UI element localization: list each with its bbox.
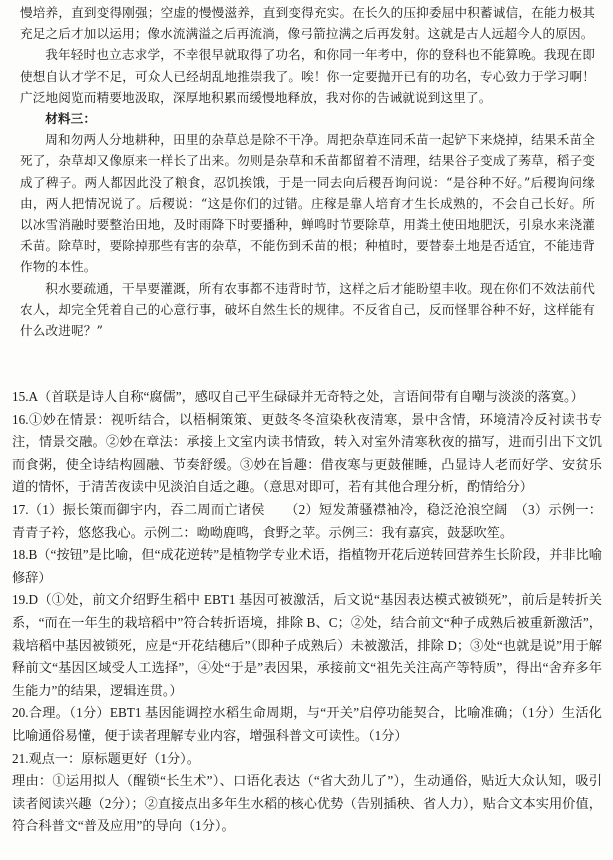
passage-paragraph: 周和勿两人分地耕种，田里的杂草总是除不干净。周把杂草连同禾苗一起铲下来烧掉，结果禾苗全死了，杂草却又像原来一样长了出来。勿则是杂草和禾苗都留着不清理，结果谷子变成了莠草，稻子变成了稗子。两人都因此没了粮食，忍饥挨饿，于是一同去向后稷吾询问说：“是谷种不好。”后稷询问缘由，两人把情况说了。后稷说：“这是你们的过错。庄稼是靠人培育才生长成熟的，不会自己长好。所以冰雪消融时要整治田地，及时雨降下时要播种，蝉鸣时节要除草，用粪土使田地肥沃，引泉水来浇灌禾苗。除草时，要除掉那些有害的杂草，不能伤到禾苗的根；种植时，要替泰土地是否适宜，不能违背作物的本性。	[20, 132, 595, 275]
answer-item-20: 20.合理。（1分）EBT1 基因能调控水稻生命周期，与“开关”启停功能契合，比喻准确；（1分）生活化比喻通俗易懂，便于读者理解专业内容，增强科普文可读性。（1分）	[12, 705, 602, 743]
answer-item-21-reason: 理由：①运用拟人（醒锁“长生术”）、口语化表达（“省大劲儿了”），生动通俗，贴近大众认知，吸引读者阅读兴趣（2分）；②直接点出多年生水稻的核心优势（告别插秧、省人力），贴合文本实用价值，符合科普文“普及应用”的导向（1分）。	[12, 773, 602, 834]
answer-item-21-viewpoint: 21.观点一：原标题更好（1分）。	[12, 750, 200, 766]
answer-item-18: 18.B（“按钮”是比喻，但“成花逆转”是植物学专业术语，指植物开花后逆转回营养生长阶段，并非比喻修辞）	[12, 547, 602, 585]
answer-item-19: 19.D（①处，前文介绍野生稻中 EBT1 基因可被激活，后文说“基因表达模式被锁死”，前后是转折关系，“而在一年生的栽培稻中”符合转折语境，排除 B、C；②处，结合前文“种子成熟后被重新激活”，栽培稻中基因被锁死，应是“开花结穗后”（即种子成熟后）未被激活，排除 D；③处“也就是说”用于解释前文“基因区域受人工选择”，④处“于是”表因果，承接前文“祖先关注高产等特质”，得出“舍弃多年生能力”的结果，逻辑连贯。）	[12, 592, 602, 698]
classical-text-translation	[20, 2, 595, 341]
passage-paragraph: 我年轻时也立志求学，不幸很早就取得了功名，和你同一年考中，你的登科也不能算晚。我现在即使想自认才学不足，可众人已经胡乱地推崇我了。唉！你一定要抛开已有的功名，专心致力于学习啊！广泛地阅览而精要地汲取，深厚地积累而缓慢地释放，我对你的告诫就说到这里了。	[20, 47, 595, 105]
section-heading: 材料三：	[45, 111, 97, 127]
passage-paragraph: 慢培养，直到变得刚强；空虚的慢慢滋养，直到变得充实。在长久的压抑委屈中积蓄诚信，在能力极其充足之后才加以运用；像水流满溢之后再流淌，像弓箭拉满之后再发射。这就是古人远超今人的原因。	[20, 5, 595, 42]
answer-item-15: 15.A（首联是诗人自称“腐儒”，感叹自己平生碌碌并无奇特之处，言语间带有自嘲与淡淡的落寞。）	[12, 389, 584, 404]
answer-item-17: 17.（1）振长策而御宇内，吞二周而亡诸侯 （2）短发萧骚襟袖冷，稳泛沧浪空阔 （3）示例一：青青子衿，悠悠我心。示例二：呦呦鹿鸣，食野之苹。示例三：我有嘉宾，鼓瑟吹笙。	[12, 501, 602, 540]
answer-key	[12, 386, 602, 838]
answer-item-16: 16.①妙在情景：视听结合，以梧桐策策、更鼓冬冬渲染秋夜清寒，景中含情，环境清冷反衬读书专注，情景交融。②妙在章法：承接上文室内读书情致，转入对室外清寒秋夜的描写，进而引出下文饥而食粥，使全诗结构圆融、节奏舒缓。③妙在旨趣：借夜寒与更鼓催睡，凸显诗人老而好学、安贫乐道的情怀，于清苦夜读中见淡泊自适之趣。（意思对即可，若有其他合理分析，酌情给分）	[12, 411, 602, 495]
passage-paragraph: 积水要疏通，干旱要灌溉，所有农事都不违背时节，这样之后才能盼望丰收。现在你们不效法前代农人，却完全凭着自己的心意行事，破坏自然生长的规律。不反省自己，反而怪罪谷种不好，这样能有什么改进呢？”	[20, 280, 595, 339]
